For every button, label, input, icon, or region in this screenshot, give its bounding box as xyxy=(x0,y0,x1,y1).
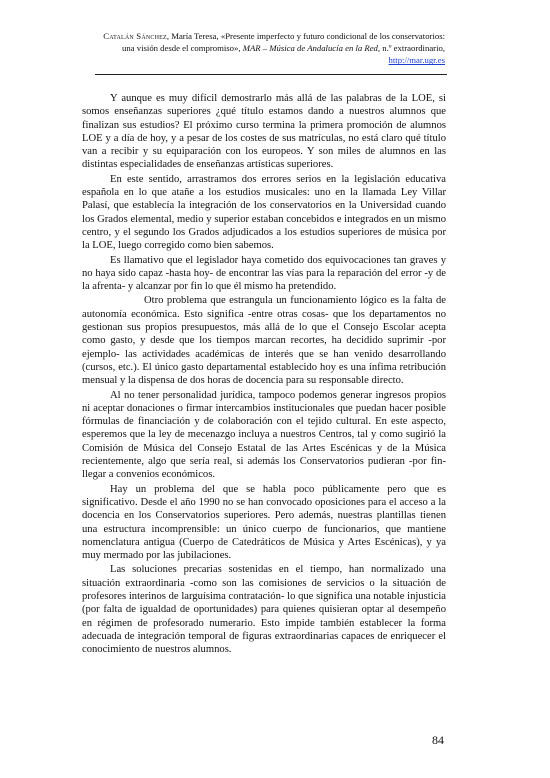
header-article-title: «Presente imperfecto y futuro condicional de los conservatorios: una visión desde el compromiso», xyxy=(122,31,445,54)
page-header xyxy=(100,30,445,67)
paragraph: Otro problema que estrangula un funcionamiento lógico es la falta de autonomía económica. Esto significa -entre otras cosas- que los departamentos no gestionan sus propios presupuestos, más allá de lo que el Consejo Escolar acepta como gasto, y desde que los tiempos marcan recortes, ha decidido suprimir -por ejemplo- las actividades académicas de interés que se han venido desarrollando (cursos, etc.). El único gasto departamental establecido hoy es una ínfima retribución mensual y la dispensa de dos horas de docencia para su responsable directo. xyxy=(82,295,446,387)
article-body xyxy=(82,92,446,657)
header-author-first: María Teresa, xyxy=(171,31,219,41)
header-journal: MAR – Música de Andalucía en la Red, xyxy=(242,43,381,54)
header-author-sep: , xyxy=(166,31,172,41)
page-number: 84 xyxy=(432,733,444,747)
paragraph: Hay un problema del que se habla poco públicamente pero que es significativo. Desde el año 1990 no se han convocado oposiciones para el acceso a la docencia en los Conservatorios superiores. Pero además, nuestras plantillas tienen una estructura incomprensible: un único cuerpo de funcionarios, que mantiene nomenclatura antigua (Cuerpo de Catedráticos de Música y Artes Escénicas), y ya muy mermado por las jubilaciones. xyxy=(82,483,446,562)
paragraph: Las soluciones precarias sostenidas en el tiempo, han normalizado una situación extraordinaria -como son las comisiones de servicios o la situación de profesores interinos de larguísima contratación- lo que significa una notable injusticia (por falta de igualdad de oportunidades) para quienes quisieran optar al desempeño en régimen de profesorado numerario. Esto impide también establecer la forma adecuada de integración temporal de figuras extraordinarias capaces de enriquecer el conocimiento de nuestros alumnos. xyxy=(82,564,446,656)
header-url-link[interactable]: http://mar.ugr.es xyxy=(388,55,445,66)
paragraph: Al no tener personalidad jurídica, tampoco podemos generar ingresos propios ni aceptar donaciones o firmar intercambios institucionales que puedan hacer posible fórmulas de financiación y de colaboración con el tejido cultural. En este aspecto, esperemos que la ley de mecenazgo incluya a nuestros Centros, tal y como sugirió la Comisión de Música del Consejo Estatal de las Artes Escénicas y de la Música recientemente, algo que sería real, si además los Conservatorios pudieran -por fin- llegar a convenios económicos. xyxy=(82,389,446,481)
header-author: Catalán Sánchez xyxy=(103,31,167,41)
paragraph: En este sentido, arrastramos dos errores serios en la legislación educativa española en lo que atañe a los estudios musicales: uno en la llamada Ley Villar Palasí, que establecía la integración de los conservatorios en la Universidad cuando los Grados elemental, medio y superior estaban concebidos e integrados en un mismo centro, y el segundo los Grados adjudicados a los estudios superiores de música por la LOE, luego corregido como bien sabemos. xyxy=(82,173,446,252)
paragraph: Y aunque es muy difícil demostrarlo más allá de las palabras de la LOE, si somos enseñanzas superiores ¿qué título estamos dando a nuestros alumnos que finalizan sus estudios? El próximo curso termina la primera promoción de alumnos LOE y a día de hoy, y a pesar de los costes de sus matrículas, no está claro qué título van a recibir y su equiparación con los europeos. Y son miles de alumnos en las distintas especialidades de enseñanzas artísticas superiores. xyxy=(82,93,446,171)
header-divider xyxy=(95,74,447,75)
paragraph: Es llamativo que el legislador haya cometido dos equivocaciones tan graves y no haya sido capaz -hasta hoy- de encontrar las vías para la reparación del error -y de la afrenta- y alcanzar por fin lo que él mismo ha pretendido. xyxy=(82,254,446,293)
header-issue: n.º extraordinario, xyxy=(382,43,445,54)
